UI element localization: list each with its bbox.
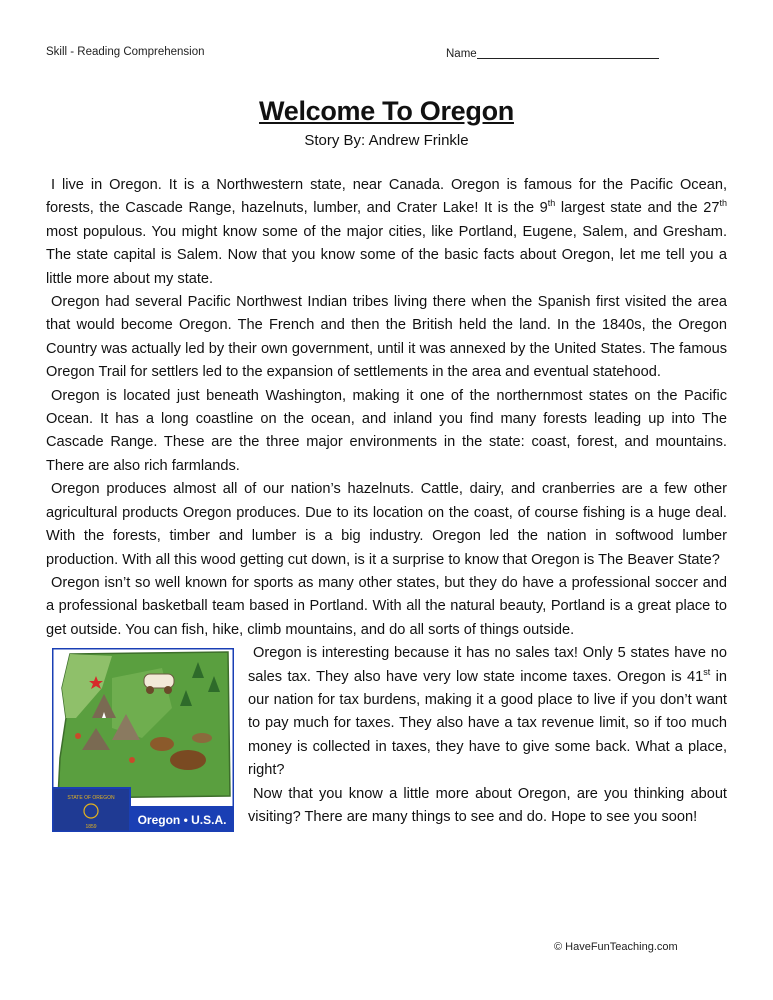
paragraph-3: Oregon is located just beneath Washington, making it one of the northernmost states on the Pacific Ocean. It has a long coastline on the ocean, and inland you find many forests leading up into The Cascade Range. These are the three major environments in the state: coast, forest, and mountains. There are also rich farmlands. xyxy=(46,387,727,474)
name-label: Name xyxy=(446,48,477,60)
story xyxy=(46,174,727,836)
paragraph-6-text-b: in our nation for tax burdens, making it a good place to live if you don’t want to pay much for taxes. They also have a tax revenue limit, so if too much money is collected in taxes, they have to give some back. What a place, right? xyxy=(248,668,727,779)
figure-caption: Oregon • U.S.A. xyxy=(137,813,227,828)
deer-icon xyxy=(150,737,174,751)
page-title: Welcome To Oregon xyxy=(259,96,514,126)
wheel-icon xyxy=(164,686,172,694)
skill-label: Skill - Reading Comprehension xyxy=(46,46,205,58)
flag-text: STATE OF OREGON xyxy=(67,795,115,802)
oregon-map-illustration xyxy=(52,648,234,832)
superscript: th xyxy=(719,198,727,209)
marker-icon xyxy=(75,733,81,739)
paragraph-1-text-a: I live in Oregon. It is a Northwestern state, near Canada. Oregon is famous for the Pacific Ocean, forests, the Cascade Range, hazelnuts, lumber, and Crater Lake! It is the 9 xyxy=(46,177,727,217)
paragraph-2: Oregon had several Pacific Northwest Indian tribes living there when the Spanish first visited the area that would become Oregon. The French and then the British held the land. In the 1840s, the Oregon Country was actually led by their own government, until it was annexed by the United States. The famous Oregon Trail for settlers led to the expansion of settlements in the area and eventual statehood. xyxy=(46,294,727,381)
paragraph-4: Oregon produces almost all of our nation’s hazelnuts. Cattle, dairy, and cranberries are a few other agricultural products Oregon produces. Due to its location on the coast, of course fishing is a huge deal. With the forests, timber and lumber is a big industry. Oregon led the nation in softwood lumber production. With all this wood getting cut down, is it a surprise to know that Oregon is The Beaver State? xyxy=(46,481,727,568)
byline: Story By: Andrew Frinkle xyxy=(304,132,469,149)
marker-icon xyxy=(129,757,135,763)
paragraph-7: Now that you know a little more about Oregon, are you thinking about visiting? There are many things to see and do. Hope to see you soon! xyxy=(248,785,727,825)
wheel-icon xyxy=(146,686,154,694)
paragraph-6-text-a: Oregon is interesting because it has no sales tax! Only 5 states have no sales tax. They also have very low state income taxes. Oregon is 41 xyxy=(248,645,727,685)
name-field xyxy=(446,46,659,60)
beaver-icon xyxy=(170,750,206,770)
paragraph-1 xyxy=(46,174,727,291)
paragraph-5: Oregon isn’t so well known for sports as many other states, but they do have a professional soccer and a professional basketball team based in Portland. With all the natural beauty, Portland is a great place to get outside. You can fish, hike, climb mountains, and do all sorts of things outside. xyxy=(46,574,727,638)
name-line xyxy=(477,46,659,59)
bird-icon xyxy=(192,733,212,743)
copyright-footer: © HaveFunTeaching.com xyxy=(554,941,678,953)
paragraph-1-text-c: most populous. You might know some of the major cities, like Portland, Eugene, Salem, and Gresham. The state capital is Salem. Now that you know some of the basic facts about Oregon, let me tell you a little more about my state. xyxy=(46,223,727,287)
superscript: st xyxy=(703,666,711,677)
paragraph-1-text-b: largest state and the 27 xyxy=(555,200,720,217)
superscript: th xyxy=(547,198,556,209)
wagon-icon xyxy=(144,674,174,688)
flag-year: 1859 xyxy=(85,824,97,831)
